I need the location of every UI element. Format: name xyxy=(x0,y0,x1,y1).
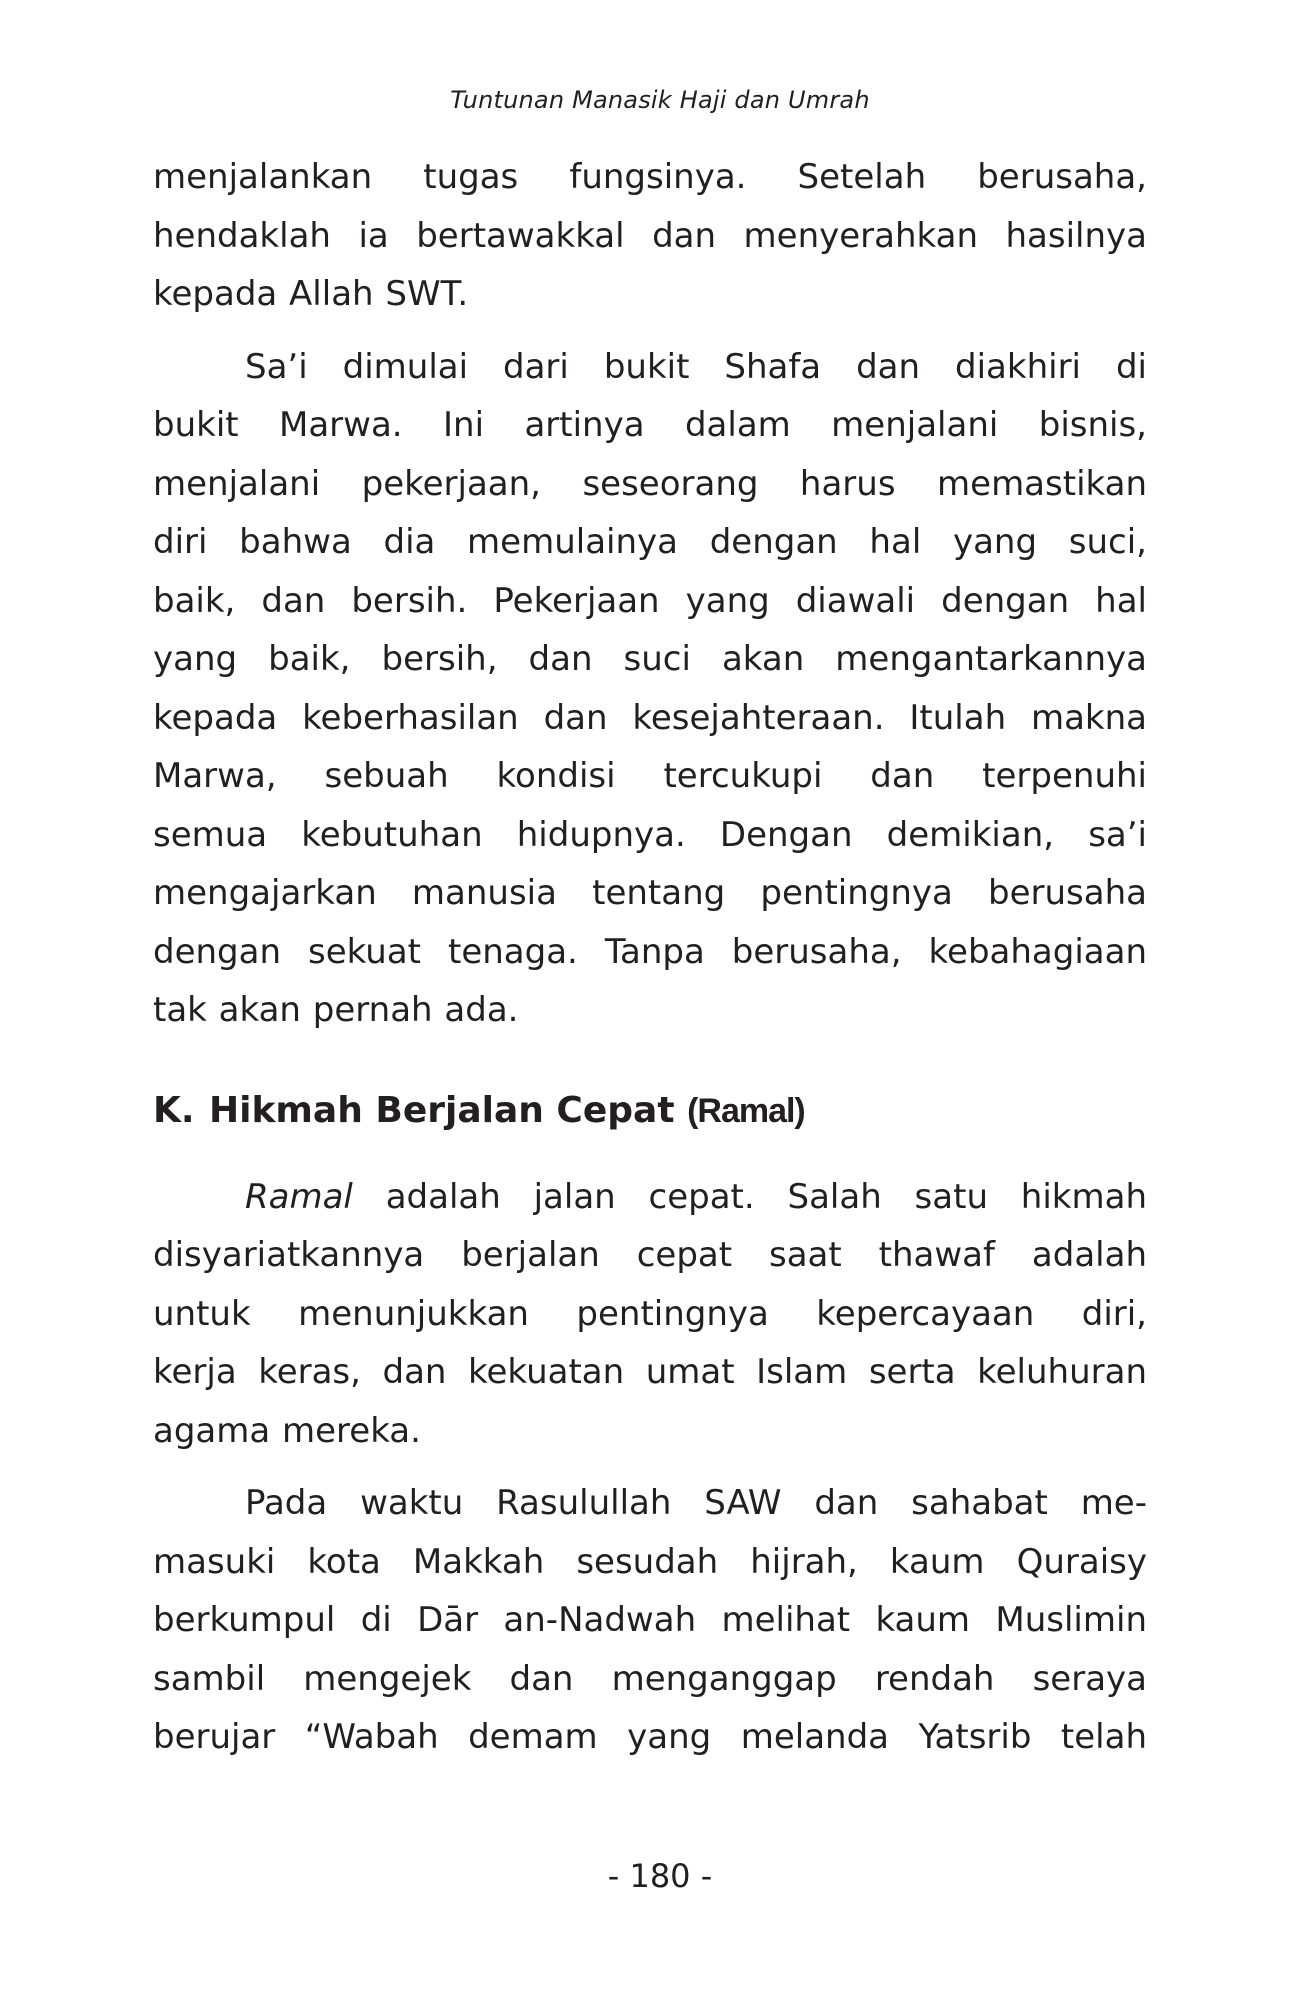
page-body xyxy=(153,148,1147,1767)
text-line: Marwa, sebuah kondisi tercukupi dan terpenuhi xyxy=(153,756,1147,796)
text-line: hendaklah ia bertawakkal dan menyerahkan hasilnya xyxy=(153,215,1147,256)
paragraph-4 xyxy=(153,1474,1147,1767)
text-line: yang baik, bersih, dan suci akan mengantarkannya xyxy=(153,639,1147,679)
italic-term: Ramal xyxy=(245,1176,353,1217)
paragraph-3 xyxy=(153,1168,1147,1461)
paragraph-2 xyxy=(153,338,1147,1040)
text-line: masuki kota Makkah sesudah hijrah, kaum Quraisy xyxy=(153,1541,1147,1582)
section-heading xyxy=(153,1082,1147,1140)
text-line: kepada keberhasilan dan kesejahteraan. Itulah makna xyxy=(153,697,1147,738)
page-number: - 180 - xyxy=(607,1857,713,1895)
text-line: kerja keras, dan kekuatan umat Islam serta keluhuran xyxy=(153,1352,1147,1392)
text-line: menjalani pekerjaan, seseorang harus memastikan xyxy=(153,463,1147,504)
text-line: Sa’i dimulai dari bukit Shafa dan diakhiri di xyxy=(245,346,1147,387)
text-line: berujar “Wabah demam yang melanda Yatsrib telah xyxy=(153,1717,1147,1757)
text-line: berkumpul di Dār an-Nadwah melihat kaum Muslimin xyxy=(153,1600,1147,1640)
section-letter: K. xyxy=(153,1089,195,1131)
text-line: Pada waktu Rasulullah SAW dan sahabat me- xyxy=(245,1483,1147,1523)
paragraph-1 xyxy=(153,148,1147,324)
text-line: diri bahwa dia memulainya dengan hal yang suci, xyxy=(153,522,1147,562)
text-line: mengajarkan manusia tentang pentingnya berusaha xyxy=(153,873,1147,913)
section-title-paren: (Ramal) xyxy=(687,1091,805,1130)
running-head: Tuntunan Manasik Haji dan Umrah xyxy=(450,86,870,114)
text-line: dengan sekuat tenaga. Tanpa berusaha, kebahagiaan xyxy=(153,931,1147,972)
text-line: tak akan pernah ada. xyxy=(153,990,519,1030)
text-line: semua kebutuhan hidupnya. Dengan demikian, sa’i xyxy=(153,814,1147,855)
text-line: disyariatkannya berjalan cepat saat thawaf adalah xyxy=(153,1235,1147,1275)
text-line: bukit Marwa. Ini artinya dalam menjalani bisnis, xyxy=(153,405,1147,445)
text-line: menjalankan tugas fungsinya. Setelah berusaha, xyxy=(153,157,1147,197)
text-line: agama mereka. xyxy=(153,1410,421,1451)
text-line: untuk menunjukkan pentingnya kepercayaan diri, xyxy=(153,1293,1147,1334)
text-run: adalah jalan cepat. Salah satu hikmah xyxy=(352,1176,1147,1217)
text-line xyxy=(153,1168,1147,1227)
text-line: baik, dan bersih. Pekerjaan yang diawali dengan hal xyxy=(153,580,1147,621)
text-line: sambil mengejek dan menganggap rendah seraya xyxy=(153,1658,1147,1699)
section-title: Hikmah Berjalan Cepat xyxy=(209,1089,688,1131)
text-line: kepada Allah SWT. xyxy=(153,274,469,314)
